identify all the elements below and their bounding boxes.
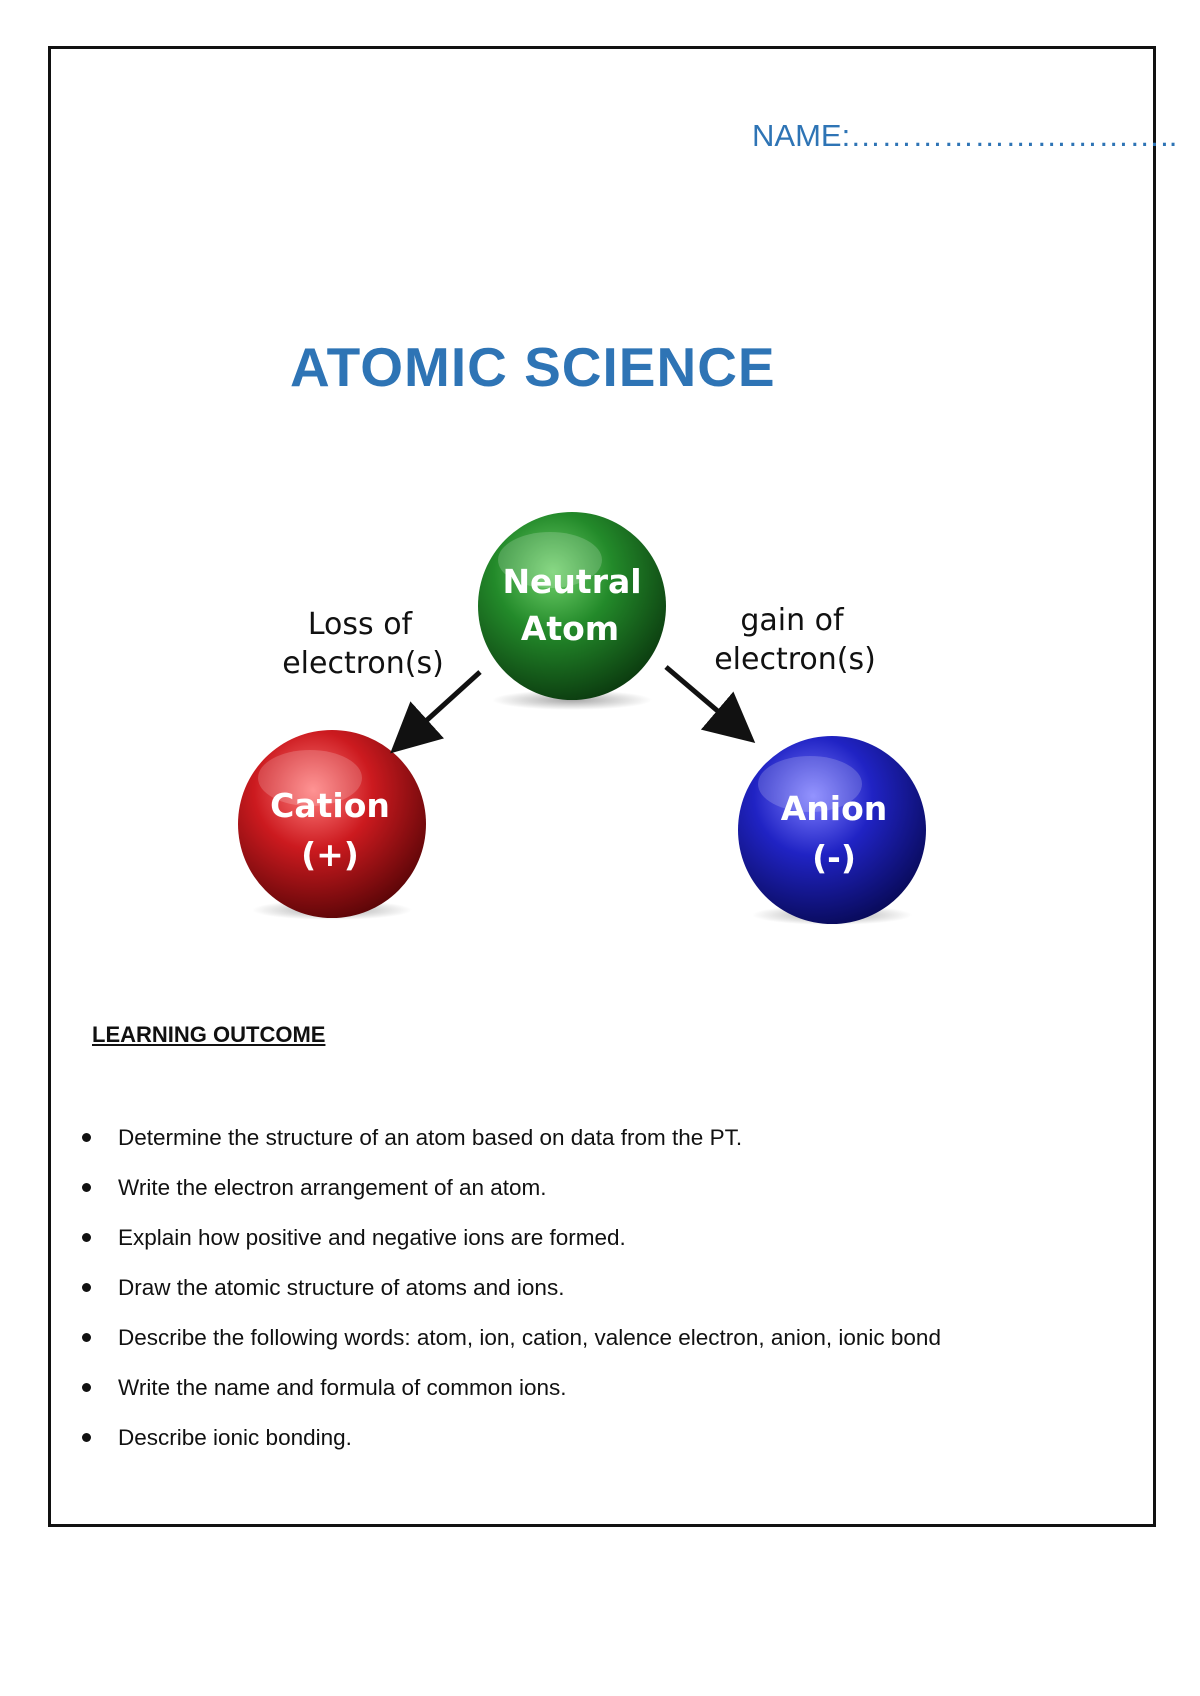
bullet-icon bbox=[82, 1383, 91, 1392]
neutral-atom-sphere bbox=[478, 512, 666, 700]
outcome-text: Describe ionic bonding. bbox=[118, 1425, 352, 1450]
list-item bbox=[82, 1274, 1102, 1324]
outcome-text: Determine the structure of an atom based on data from the PT. bbox=[118, 1125, 743, 1150]
list-item bbox=[82, 1424, 1102, 1474]
anion-sphere bbox=[738, 736, 926, 924]
learning-outcome-list bbox=[82, 1124, 1102, 1474]
anion-label-2: (-) bbox=[812, 838, 856, 877]
bullet-icon bbox=[82, 1333, 91, 1342]
learning-outcome-heading: LEARNING OUTCOME bbox=[92, 1022, 326, 1047]
list-item bbox=[82, 1324, 1102, 1374]
cation-sphere bbox=[238, 730, 426, 918]
bullet-icon bbox=[82, 1133, 91, 1142]
bullet-icon bbox=[82, 1233, 91, 1242]
cation-label-2: (+) bbox=[301, 835, 359, 874]
list-item bbox=[82, 1224, 1102, 1274]
cation-label-1: Cation bbox=[270, 786, 390, 825]
anion-label-1: Anion bbox=[780, 789, 888, 828]
outcome-text: Write the name and formula of common ions. bbox=[118, 1375, 567, 1400]
neutral-atom-label-2: Atom bbox=[520, 609, 620, 648]
bullet-icon bbox=[82, 1283, 91, 1292]
bullet-icon bbox=[82, 1433, 91, 1442]
loss-label-1: Loss of bbox=[307, 607, 413, 642]
name-field-label: NAME:………………………….. bbox=[752, 118, 1178, 153]
bullet-icon bbox=[82, 1183, 91, 1192]
loss-label-2: electron(s) bbox=[282, 646, 444, 681]
list-item bbox=[82, 1124, 1102, 1174]
neutral-atom-label-1: Neutral bbox=[502, 562, 642, 601]
gain-label-2: electron(s) bbox=[714, 642, 876, 677]
list-item bbox=[82, 1174, 1102, 1224]
list-item bbox=[82, 1374, 1102, 1424]
outcome-text: Draw the atomic structure of atoms and ions. bbox=[118, 1275, 565, 1300]
outcome-text: Explain how positive and negative ions are formed. bbox=[118, 1225, 626, 1250]
outcome-text: Write the electron arrangement of an atom. bbox=[118, 1175, 547, 1200]
loss-arrow bbox=[405, 672, 480, 740]
outcome-text: Describe the following words: atom, ion, cation, valence electron, anion, ionic bond bbox=[118, 1325, 941, 1350]
page-title: ATOMIC SCIENCE bbox=[290, 336, 776, 398]
gain-label-1: gain of bbox=[740, 603, 844, 638]
